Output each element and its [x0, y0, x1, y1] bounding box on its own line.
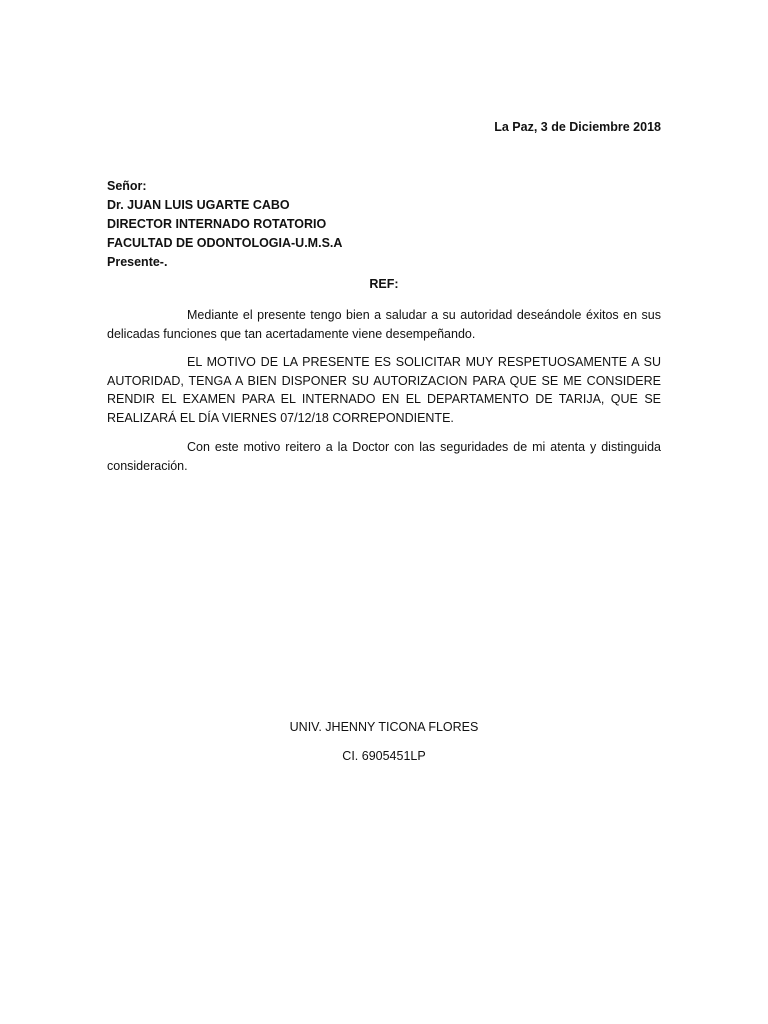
signature-name: UNIV. JHENNY TICONA FLORES — [289, 720, 479, 734]
recipient-presente: Presente-. — [107, 255, 168, 269]
body-paragraph-3 — [107, 438, 661, 475]
paragraph-text: Mediante el presente tengo bien a saludar a su autoridad deseándole éxitos en sus delicadas funciones que tan acertadamente viene desempeñando. — [107, 308, 661, 341]
recipient-faculty: FACULTAD DE ODONTOLOGIA-U.M.S.A — [107, 236, 343, 250]
reference-label: REF: — [369, 277, 399, 291]
signature-ci: CI. 6905451LP — [342, 749, 426, 763]
recipient-name: Dr. JUAN LUIS UGARTE CABO — [107, 198, 290, 212]
body-paragraph-2 — [107, 353, 661, 427]
paragraph-text: EL MOTIVO DE LA PRESENTE ES SOLICITAR MUY RESPETUOSAMENTE A SU AUTORIDAD, TENGA A BIEN DISPONER SU AUTORIZACION PARA QUE SE ME CONSIDERE RENDIR EL EXAMEN PARA EL INTERNADO EN EL DEPARTAMENTO DE TARIJA, QUE SE REALIZARÁ EL DÍA VIERNES 07/12/18 CORREPONDIENTE. — [107, 355, 661, 425]
paragraph-text: Con este motivo reitero a la Doctor con las seguridades de mi atenta y distinguida consideración. — [107, 440, 661, 473]
recipient-position: DIRECTOR INTERNADO ROTATORIO — [107, 217, 327, 231]
recipient-block — [107, 177, 507, 272]
letter-date: La Paz, 3 de Diciembre 2018 — [494, 120, 661, 134]
recipient-salutation: Señor: — [107, 179, 147, 193]
body-paragraph-1 — [107, 306, 661, 343]
